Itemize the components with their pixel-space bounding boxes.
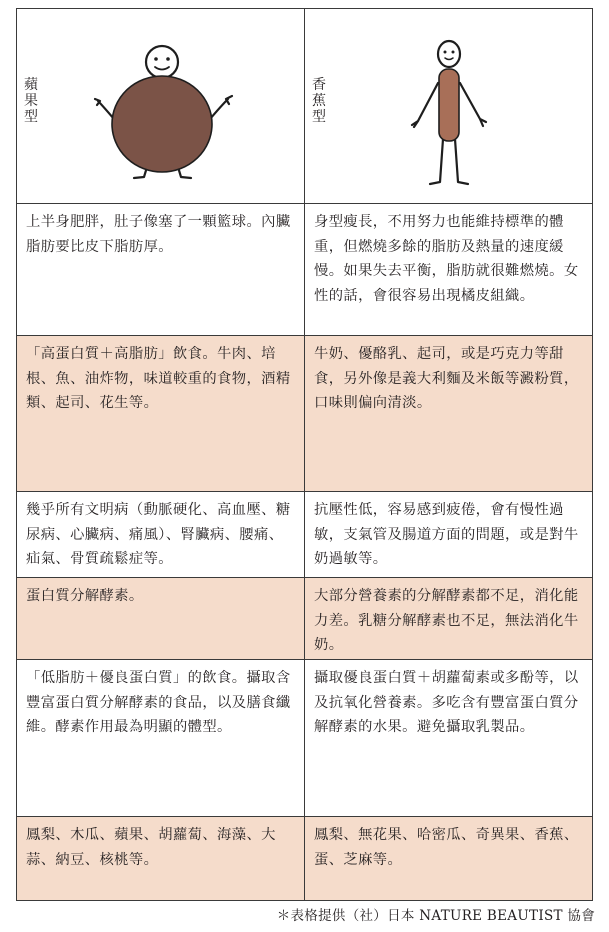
apple-type-header-cell xyxy=(17,9,305,203)
table-source-caption: ＊表格提供（社）日本 NATURE BEAUTIST 協會 xyxy=(276,908,595,924)
apple-shaped-body-figure-icon xyxy=(92,39,242,189)
table-cell-apple: 「低脂肪＋優良蛋白質」的飲食。攝取含豐富蛋白質分解酵素的食品，以及膳食纖維。酵素作用最為明顯的體型。 xyxy=(26,670,291,735)
table-cell-banana: 攝取優良蛋白質＋胡蘿蔔素或多酚等，以及抗氧化營養素。多吃含有豐富蛋白質分解酵素的水果。避免攝取乳製品。 xyxy=(314,670,579,735)
table-cell-banana: 牛奶、優酪乳、起司，或是巧克力等甜食，另外像是義大利麵及米飯等澱粉質，口味則偏向清淡。 xyxy=(314,346,579,411)
table-header-row xyxy=(17,9,592,203)
banana-shaped-body-figure-icon xyxy=(400,39,510,189)
comparison-table xyxy=(16,8,593,901)
table-row xyxy=(17,491,592,577)
table-cell-apple: 幾乎所有文明病（動脈硬化、高血壓、糖尿病、心臟病、痛風）、腎臟病、腰痛、疝氣、骨質疏鬆症等。 xyxy=(26,502,291,567)
apple-type-label: 蘋果型 xyxy=(24,77,38,125)
table-row xyxy=(17,816,592,900)
banana-type-header-cell xyxy=(305,9,592,203)
table-row xyxy=(17,335,592,491)
table-cell-apple: 上半身肥胖，肚子像塞了一顆籃球。內臟脂肪要比皮下脂肪厚。 xyxy=(26,214,291,255)
table-cell-apple: 「高蛋白質＋高脂肪」飲食。牛肉、培根、魚、油炸物，味道較重的食物，酒精類、起司、花生等。 xyxy=(26,346,291,411)
table-row xyxy=(17,659,592,816)
table-cell-apple: 蛋白質分解酵素。 xyxy=(26,588,144,604)
table-cell-banana: 身型瘦長，不用努力也能維持標準的體重，但燃燒多餘的脂肪及熱量的速度緩慢。如果失去平衡，脂肪就很難燃燒。女性的話，會很容易出現橘皮組織。 xyxy=(314,214,579,304)
table-row xyxy=(17,577,592,659)
table-cell-banana: 鳳梨、無花果、哈密瓜、奇異果、香蕉、蛋、芝麻等。 xyxy=(314,827,579,868)
table-cell-apple: 鳳梨、木瓜、蘋果、胡蘿蔔、海藻、大蒜、納豆、核桃等。 xyxy=(26,827,276,868)
table-row xyxy=(17,203,592,335)
banana-type-label: 香蕉型 xyxy=(312,77,326,125)
table-cell-banana: 抗壓性低，容易感到疲倦，會有慢性過敏，支氣管及腸道方面的問題，或是對牛奶過敏等。 xyxy=(314,502,579,567)
table-cell-banana: 大部分營養素的分解酵素都不足，消化能力差。乳糖分解酵素也不足，無法消化牛奶。 xyxy=(314,588,579,653)
